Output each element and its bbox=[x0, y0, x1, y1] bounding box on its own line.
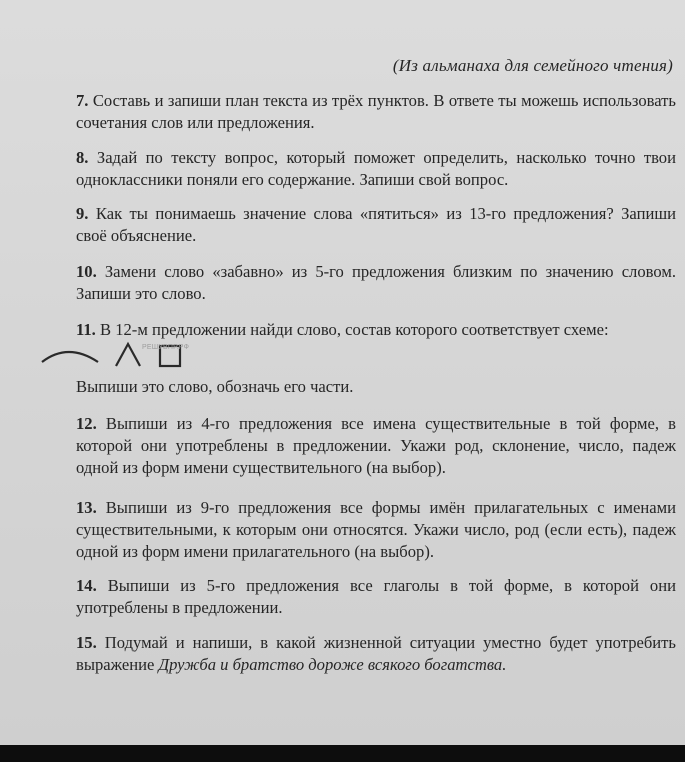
task-number: 13. bbox=[76, 498, 97, 517]
task-number: 15. bbox=[76, 633, 97, 652]
source-note: (Из альманаха для семейного чтения) bbox=[392, 56, 673, 75]
task-number: 10. bbox=[76, 262, 97, 281]
task-text: Замени слово «забавно» из 5-го предложения близким по значению словом. Запиши это слово. bbox=[76, 262, 676, 303]
task-12 bbox=[36, 413, 676, 479]
task-7 bbox=[36, 90, 676, 134]
task-text: Задай по тексту вопрос, который поможет определить, насколько точно твои одноклассники поняли его содержание. Запиши свой вопрос. bbox=[76, 148, 676, 189]
suffix-icon bbox=[116, 344, 140, 366]
task-14 bbox=[36, 575, 676, 619]
task-11-followup bbox=[36, 376, 676, 398]
task-number: 12. bbox=[76, 414, 97, 433]
task-number: 14. bbox=[76, 576, 97, 595]
task-quote: Дружба и братство дороже всякого богатства. bbox=[158, 655, 507, 674]
task-13 bbox=[36, 497, 676, 563]
morpheme-scheme bbox=[38, 336, 198, 372]
task-number: 9. bbox=[76, 204, 89, 223]
task-10 bbox=[36, 261, 676, 305]
task-text: Подумай и напиши, в какой жизненной ситуации уместно будет употребить выражение bbox=[76, 633, 677, 674]
task-8 bbox=[36, 147, 676, 191]
task-number: 7. bbox=[76, 91, 89, 110]
task-text: Выпиши из 9-го предложения все формы имён прилагательных с именами существительными, к которым они относятся. Укажи число, род (если есть), падеж одной из форм имени прилагательного (на выбор). bbox=[76, 498, 676, 561]
task-text: В 12-м предложении найди слово, состав которого соответствует схеме: bbox=[99, 320, 609, 339]
root-icon bbox=[42, 352, 98, 362]
task-text: Выпиши это слово, обозначь его части. bbox=[76, 377, 354, 396]
task-text: Как ты понимаешь значение слова «пятиться» из 13-го предложения? Запиши своё объяснение. bbox=[76, 204, 676, 245]
task-number: 8. bbox=[76, 148, 89, 167]
task-9 bbox=[36, 203, 676, 247]
task-text: Выпиши из 5-го предложения все глаголы в той форме, в которой они употреблены в предложении. bbox=[76, 576, 676, 617]
task-text: Составь и запиши план текста из трёх пунктов. В ответе ты можешь использовать сочетания слов или предложения. bbox=[76, 91, 676, 132]
task-text: Выпиши из 4-го предложения все имена существительные в той форме, в которой они употреблены в предложении. Укажи род, склонение, число, падеж одной из форм имени существительного (на выбор). bbox=[76, 414, 676, 477]
task-15 bbox=[36, 632, 676, 676]
scheme-watermark: РЕШУВПР.РФ bbox=[142, 344, 190, 351]
task-number: 11. bbox=[76, 320, 96, 339]
